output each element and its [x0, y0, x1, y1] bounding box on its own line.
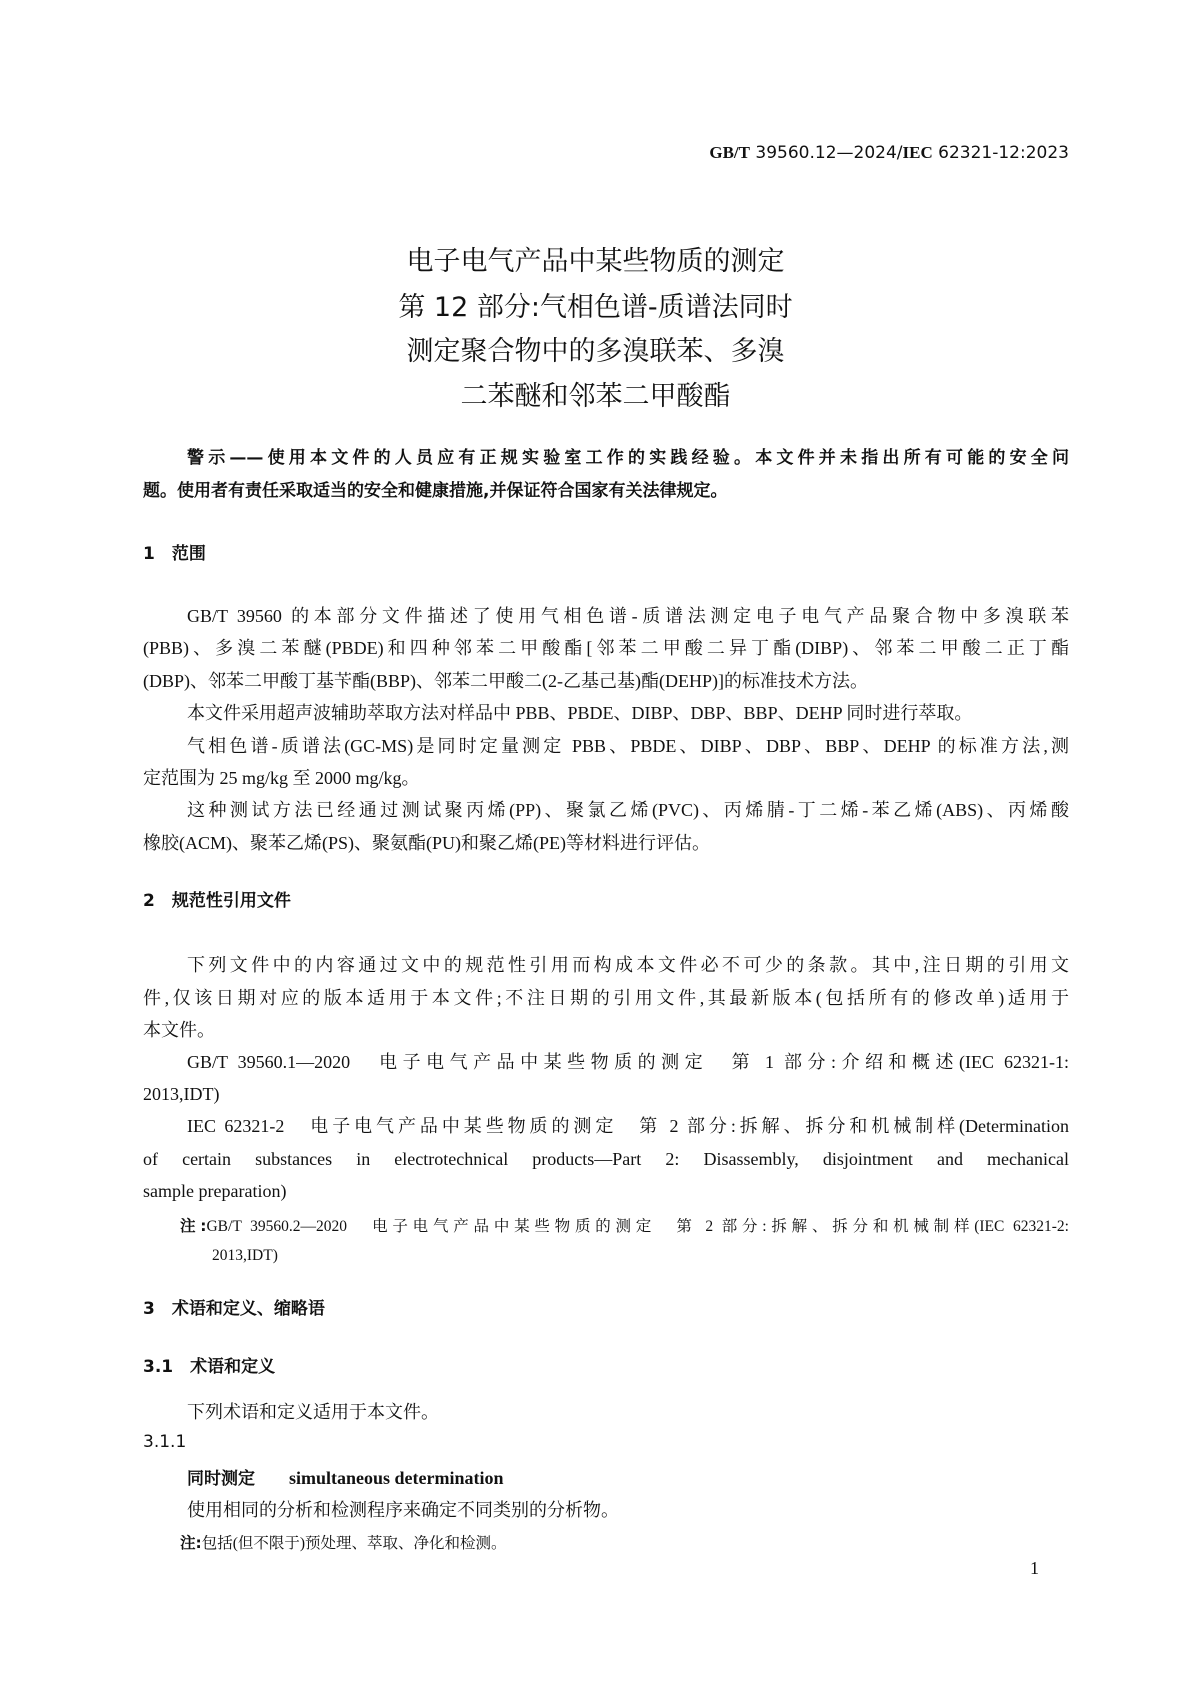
- note-text: 包括(但不限于)预处理、萃取、净化和检测。: [201, 1535, 507, 1552]
- reference-note: [180, 1215, 1069, 1238]
- paragraph-line: 下列术语和定义适用于本文件。: [187, 1402, 439, 1422]
- reference-line: sample preparation): [143, 1181, 287, 1201]
- term-entry: [187, 1467, 1069, 1490]
- section-heading-scope: 1 范围: [143, 544, 206, 564]
- paragraph-line: 本文件采用超声波辅助萃取方法对样品中 PBB、PBDE、DIBP、DBP、BBP、DEHP 同时进行萃取。: [187, 703, 973, 723]
- note-text: GB/T 39560.2—2020 电子电气产品中某些物质的测定 第 2 部分:拆解、拆分和机械制样(IEC 62321-2:: [206, 1218, 1069, 1235]
- note-label: 注:: [180, 1534, 202, 1552]
- code-prefix: GB/T: [709, 143, 750, 162]
- title-line: 二苯醚和邻苯二甲酸酯: [460, 381, 731, 412]
- code-number: 39560.12—2024/: [750, 143, 903, 163]
- page-number: 1: [1030, 1558, 1039, 1578]
- paragraph-line: 定范围为 25 mg/kg 至 2000 mg/kg。: [143, 768, 420, 788]
- reference-line: of certain substances in electrotechnical products—Part 2: Disassembly, disjointment and mechanical: [143, 1149, 1069, 1169]
- paragraph-line: 本文件。: [143, 1020, 215, 1040]
- section-heading-references: 2 规范性引用文件: [143, 891, 291, 911]
- term-number: 3.1.1: [143, 1432, 187, 1452]
- standard-code: [709, 142, 1069, 164]
- reference-line: IEC 62321-2 电子电气产品中某些物质的测定 第 2 部分:拆解、拆分和机械制样(Determination: [187, 1116, 1069, 1136]
- code-rest: 62321-12:2023: [932, 143, 1069, 163]
- reference-line: GB/T 39560.1—2020 电子电气产品中某些物质的测定 第 1 部分:介绍和概述(IEC 62321-1:: [187, 1052, 1069, 1072]
- note-label: 注:: [180, 1217, 207, 1235]
- warning-text: 题。使用者有责任采取适当的安全和健康措施,并保证符合国家有关法律规定。: [143, 481, 728, 501]
- reference-note-cont: 2013,IDT): [212, 1247, 278, 1264]
- term-zh: 同时测定: [187, 1469, 255, 1489]
- reference-line: 2013,IDT): [143, 1084, 220, 1104]
- term-note: [180, 1532, 1106, 1555]
- paragraph-line: 橡胶(ACM)、聚苯乙烯(PS)、聚氨酯(PU)和聚乙烯(PE)等材料进行评估。: [143, 833, 710, 853]
- paragraph-line: GB/T 39560 的本部分文件描述了使用气相色谱-质谱法测定电子电气产品聚合物中多溴联苯: [187, 606, 1069, 626]
- title-line: 测定聚合物中的多溴联苯、多溴: [406, 336, 785, 367]
- paragraph-line: 气相色谱-质谱法(GC-MS)是同时定量测定 PBB、PBDE、DIBP、DBP、BBP、DEHP 的标准方法,测: [187, 736, 1069, 756]
- code-iec: IEC: [902, 143, 933, 162]
- warning-text: 警示——使用本文件的人员应有正规实验室工作的实践经验。本文件并未指出所有可能的安全问: [187, 448, 1069, 468]
- term-en: simultaneous determination: [289, 1468, 504, 1488]
- paragraph-line: (DBP)、邻苯二甲酸丁基苄酯(BBP)、邻苯二甲酸二(2-乙基己基)酯(DEHP)]的标准技术方法。: [143, 671, 868, 691]
- subsection-heading: 3.1 术语和定义: [143, 1357, 276, 1377]
- paragraph-line: (PBB)、多溴二苯醚(PBDE)和四种邻苯二甲酸酯[邻苯二甲酸二异丁酯(DIBP)、邻苯二甲酸二正丁酯: [143, 638, 1069, 658]
- term-definition: 使用相同的分析和检测程序来确定不同类别的分析物。: [187, 1500, 619, 1520]
- title-line: 电子电气产品中某些物质的测定: [406, 246, 785, 277]
- paragraph-line: 这种测试方法已经通过测试聚丙烯(PP)、聚氯乙烯(PVC)、丙烯腈-丁二烯-苯乙烯(ABS)、丙烯酸: [187, 800, 1069, 820]
- section-heading-terms: 3 术语和定义、缩略语: [143, 1299, 325, 1319]
- title-line: 第 12 部分:气相色谱-质谱法同时: [398, 292, 793, 323]
- paragraph-line: 件,仅该日期对应的版本适用于本文件;不注日期的引用文件,其最新版本(包括所有的修改单)适用于: [143, 988, 1069, 1008]
- paragraph-line: 下列文件中的内容通过文中的规范性引用而构成本文件必不可少的条款。其中,注日期的引用文: [187, 955, 1069, 975]
